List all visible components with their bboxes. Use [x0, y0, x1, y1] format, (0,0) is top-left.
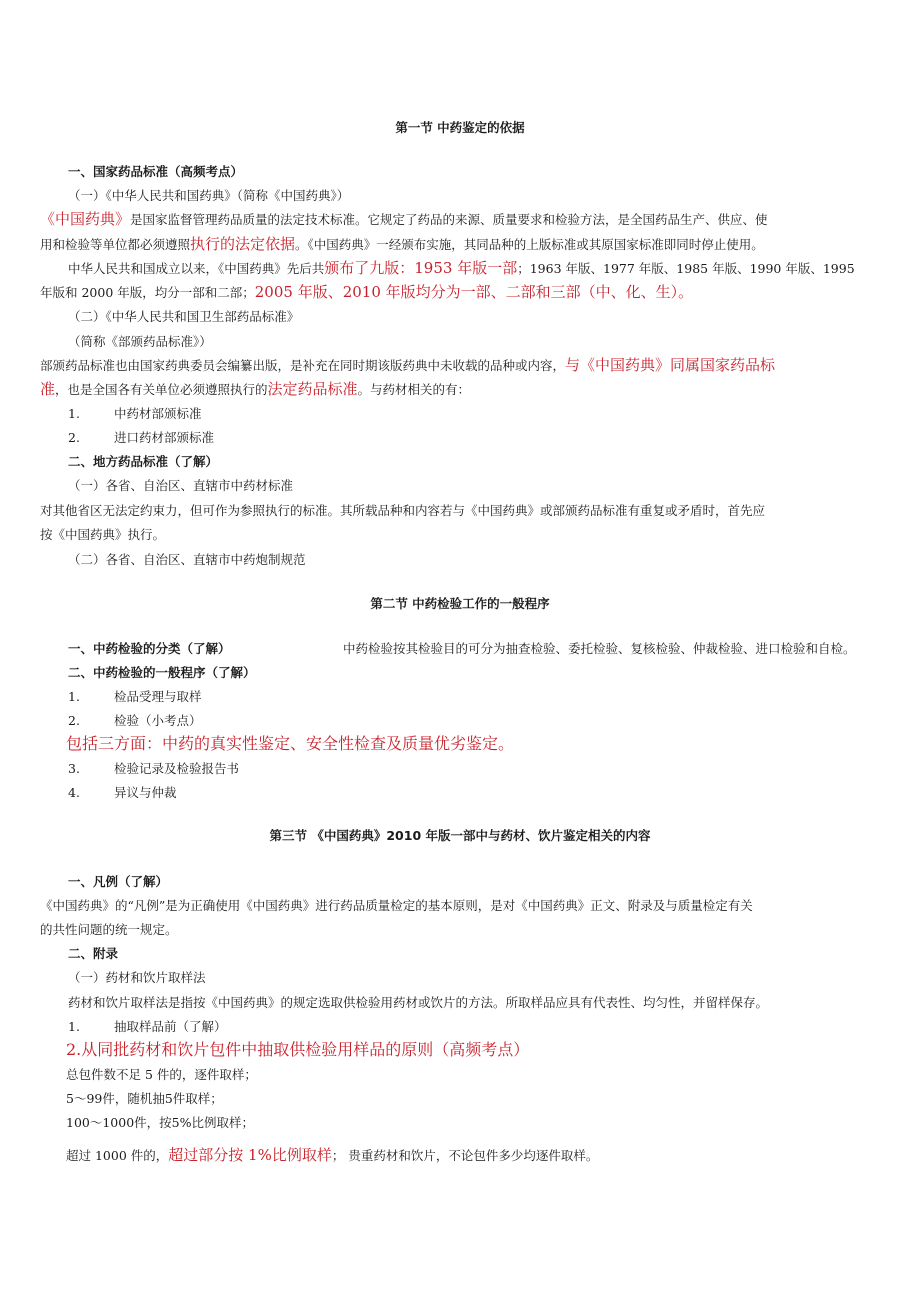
- section2-heading-2: 二、中药检验的一般程序（了解）: [68, 665, 256, 680]
- section1-heading-1: 一、国家药品标准（高频考点）: [68, 164, 244, 179]
- list-item: [68, 405, 202, 423]
- paragraph-7: 对其他省区无法定约束力，但可作为参照执行的标准。其所载品种和内容若与《中国药典》或部颁药品标准有重复或矛盾时，首先应: [40, 503, 766, 518]
- red-text: 与《中国药典》同属国家药品标: [565, 356, 776, 374]
- list-item: [68, 1018, 227, 1036]
- paragraph-4: [40, 283, 693, 302]
- highlight-line: 2.从同批药材和饮片包件中抽取供检验用样品的原则（高频考点）: [66, 1040, 530, 1059]
- paragraph: 药材和饮片取样法是指按《中国药典》的规定选取供检验用药材或饮片的方法。所取样品应具有代表性、均匀性，并留样保存。: [68, 995, 769, 1010]
- section2-title: 第二节 中药检验工作的一般程序: [370, 596, 550, 611]
- list-text: 检验记录及检验报告书: [114, 761, 240, 776]
- paragraph-2: [40, 235, 764, 254]
- paragraph-3: [68, 259, 855, 278]
- section3-heading-2: 二、附录: [68, 946, 119, 961]
- text: 。《中国药典》一经颁布实施，其同品种的上版标准或其原国家标准即同时停止使用。: [295, 237, 764, 252]
- section2-heading-1: 一、中药检验的分类（了解）: [68, 641, 231, 656]
- red-text: 准: [40, 380, 56, 398]
- list-text: 中药材部颁标准: [114, 406, 202, 421]
- section1-sub-2: （二）《中华人民共和国卫生部药品标准》: [68, 309, 300, 324]
- section3-sub-1: （一）药材和饮片取样法: [68, 970, 206, 985]
- section2-heading-1-text: 中药检验按其检验目的可分为抽查检验、委托检验、复核检验、仲裁检验、进口检验和自检。: [343, 641, 856, 656]
- list-number: 2.: [68, 713, 80, 728]
- rule-line: 5～99件，随机抽5件取样；: [66, 1091, 223, 1106]
- paragraph: 的共性问题的统一规定。: [40, 922, 178, 937]
- list-item: [68, 784, 177, 802]
- text: 中华人民共和国成立以来，《中国药典》先后共: [68, 261, 325, 276]
- highlight-line: 包括三方面：中药的真实性鉴定、安全性检查及质量优劣鉴定。: [66, 734, 515, 753]
- list-text: 异议与仲裁: [114, 785, 177, 800]
- text: 部颁药品标准也由国家药典委员会编纂出版，是补充在同时期该版药典中未收载的品种或内容，: [40, 358, 566, 373]
- text: ；1963 年版、1977 年版、1985 年版、1990 年版、1995: [517, 261, 855, 276]
- list-text: 进口药材部颁标准: [114, 430, 215, 445]
- red-text: 执行的法定依据: [190, 235, 296, 253]
- list-item: [68, 760, 239, 778]
- paragraph-1: [40, 210, 768, 229]
- list-text: 检品受理与取样: [114, 689, 202, 704]
- list-item: [68, 712, 202, 730]
- section3-heading-1: 一、凡例（了解）: [68, 874, 169, 889]
- red-text: 颁布了九版：1953 年版一部: [324, 259, 518, 277]
- section1-sub-2b: （简称《部颁药品标准》）: [68, 334, 212, 349]
- red-text: 《中国药典》: [40, 210, 131, 228]
- red-text: 超过部分按 1%比例取样: [168, 1146, 332, 1164]
- list-number: 1.: [68, 689, 80, 704]
- section3-title: 第三节 《中国药典》2010 年版一部中与药材、饮片鉴定相关的内容: [269, 828, 651, 843]
- section1-sub-1: （一）《中华人民共和国药典》（简称《中国药典》）: [68, 188, 350, 203]
- rule-line: [66, 1146, 598, 1165]
- section1-sub-3: （一）各省、自治区、直辖市中药材标准: [68, 478, 294, 493]
- section1-sub-4: （二）各省、自治区、直辖市中药炮制规范: [68, 552, 306, 567]
- rule-line: 总包件数不足 5 件的，逐件取样；: [66, 1067, 257, 1082]
- list-text: 检验（小考点）: [114, 713, 202, 728]
- paragraph: 《中国药典》的“凡例”是为正确使用《中国药典》进行药品质量检定的基本原则，是对《中国药典》正文、附录及与质量检定有关: [40, 898, 753, 913]
- paragraph-5: [40, 356, 775, 375]
- text: 用和检验等单位都必须遵照: [40, 237, 191, 252]
- paragraph-6: [40, 380, 470, 399]
- red-text: 法定药品标准: [267, 380, 358, 398]
- list-text: 抽取样品前（了解）: [114, 1019, 227, 1034]
- text: 超过 1000 件的，: [66, 1148, 169, 1163]
- list-number: 1.: [68, 406, 80, 421]
- list-number: 2.: [68, 430, 80, 445]
- text: 是国家监督管理药品质量的法定技术标准。它规定了药品的来源、质量要求和检验方法，是全国药品生产、供应、使: [130, 212, 768, 227]
- list-item: [68, 429, 214, 447]
- text: ，也是全国各有关单位必须遵照执行的: [55, 382, 268, 397]
- rule-line: 100～1000件，按5%比例取样；: [66, 1115, 255, 1130]
- text: 年版和 2000 年版，均分一部和二部；: [40, 285, 255, 300]
- text: 。与药材相关的有：: [357, 382, 471, 397]
- list-number: 4.: [68, 785, 80, 800]
- section1-title: 第一节 中药鉴定的依据: [395, 120, 525, 135]
- list-number: 1.: [68, 1019, 80, 1034]
- list-number: 3.: [68, 761, 80, 776]
- paragraph-8: 按《中国药典》执行。: [40, 527, 166, 542]
- section1-heading-2: 二、地方药品标准（了解）: [68, 454, 219, 469]
- red-text: 2005 年版、2010 年版均分为一部、二部和三部（中、化、生）。: [254, 283, 694, 301]
- text: ； 贵重药材和饮片，不论包件多少均逐件取样。: [331, 1148, 599, 1163]
- list-item: [68, 688, 202, 706]
